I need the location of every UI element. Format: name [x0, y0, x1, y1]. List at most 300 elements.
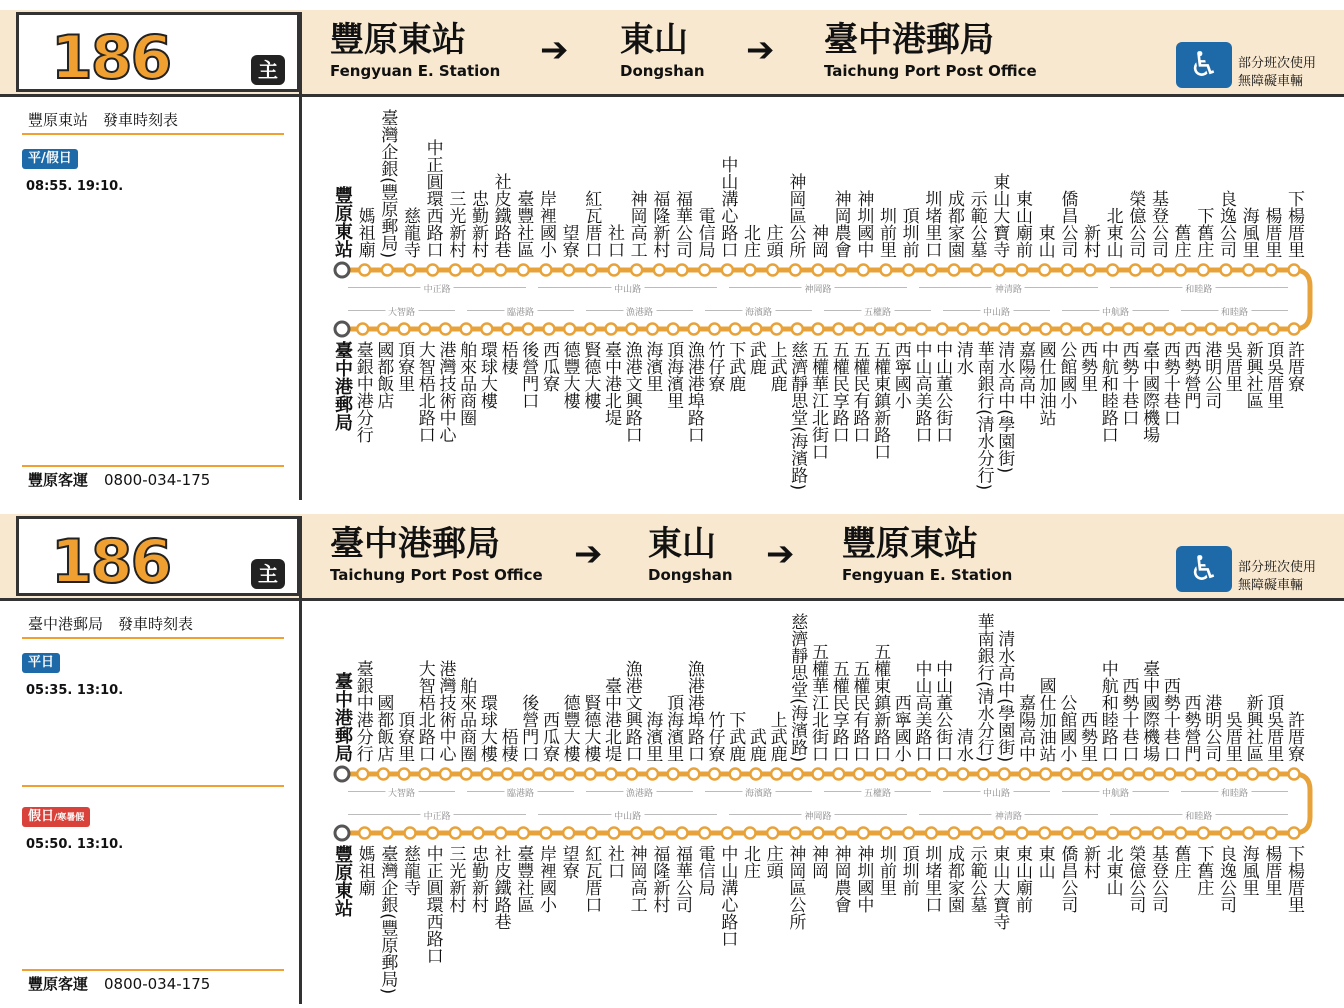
stop-dot [835, 828, 846, 839]
stop-name: 臺中港北堤 [601, 341, 622, 426]
accessibility-note [1176, 40, 1344, 90]
stop-name: 電信局 [694, 845, 715, 896]
stop-name: 東山廟前 [1012, 190, 1032, 258]
stop-dot [1107, 828, 1118, 839]
stop-dot [833, 769, 844, 780]
stop-dot [1289, 265, 1300, 276]
stop-name: 新村 [1080, 224, 1100, 258]
stop-dot [440, 324, 451, 335]
stop-dot [405, 265, 416, 276]
stop-name: 神圳國中 [853, 190, 874, 258]
stop-name: 望寮 [558, 224, 579, 258]
stop-dot [609, 828, 620, 839]
via-name: 東山 [648, 524, 716, 564]
stop-name: 西勢十巷口 [1159, 341, 1180, 426]
stop-name: 北庄 [740, 845, 760, 879]
stop-name: 神岡高工 [626, 190, 647, 258]
route-title [330, 524, 1190, 594]
stop-name: 臺豐社區 [513, 845, 534, 913]
stop-name: 圳堵里口 [921, 845, 942, 913]
road-label: 神清路 [992, 282, 1025, 295]
route-path [342, 774, 1310, 833]
stop-dot [1198, 265, 1209, 276]
destination-stop [842, 524, 1012, 584]
road-label: 中正路 [421, 282, 454, 295]
departure-times-holiday: 05:50. 13:10. [26, 837, 124, 852]
stop-dot [994, 828, 1005, 839]
stop-name: 西寧國小 [890, 694, 911, 762]
stop-dot [677, 265, 688, 276]
stop-dot [771, 769, 782, 780]
stop-name: 良逸公司 [1216, 845, 1236, 913]
stop-name: 舶來品商圈 [456, 341, 477, 426]
road-label: 神岡路 [801, 282, 834, 295]
stop-dot [688, 769, 699, 780]
stop-name: 新興社區 [1242, 341, 1263, 409]
origin-stop [330, 20, 500, 80]
access-text: 無障礙車輛 [1238, 74, 1304, 89]
stop-dot [357, 324, 368, 335]
wheelchair-icon: ♿ [1176, 546, 1232, 592]
stop-dot [916, 324, 927, 335]
stop-dot [916, 769, 927, 780]
stop-name: 中航和睦路口 [1097, 660, 1118, 762]
stop-name: 許厝寮 [1284, 341, 1304, 392]
stop-name: 下舊庄 [1193, 207, 1214, 258]
stop-name: 神岡區公所 [785, 845, 806, 930]
stop-dot [813, 769, 824, 780]
stop-name: 東山大寶寺 [989, 845, 1010, 930]
stop-name: 社口 [604, 845, 624, 879]
stop-name: 清水 [952, 341, 973, 375]
stop-dot [1085, 828, 1096, 839]
stop-name: 中山高美路口 [911, 660, 932, 762]
origin-stop [330, 524, 543, 584]
via-stop [648, 524, 733, 584]
stop-dot [881, 265, 892, 276]
stop-dot [1289, 324, 1300, 335]
stop-name: 後營門口 [518, 694, 539, 762]
destination-name-en: Fengyuan E. Station [842, 566, 1013, 584]
stop-dot [750, 769, 761, 780]
road-label: 五權路 [861, 305, 894, 318]
road-label: 海濱路 [742, 305, 775, 318]
stop-dot [654, 828, 665, 839]
main-route-badge: 主 [251, 55, 285, 85]
stop-dot [564, 769, 575, 780]
stop-dot [609, 265, 620, 276]
stop-dot [745, 265, 756, 276]
stop-name: 豐原東站 [332, 845, 353, 917]
stop-name: 德豐大樓 [559, 694, 580, 762]
stop-dot [564, 324, 575, 335]
stop-name: 舊庄 [1170, 224, 1191, 258]
stop-dot [881, 828, 892, 839]
stop-dot [937, 769, 948, 780]
stop-name: 良逸公司 [1216, 190, 1236, 258]
stop-name: 中山高美路口 [911, 341, 932, 443]
stop-name: 嘉陽高中 [1014, 694, 1035, 762]
stop-name: 示範公墓 [966, 190, 987, 258]
stop-dot [1206, 769, 1217, 780]
stop-name: 五權民享路口 [828, 660, 849, 762]
stop-dot [895, 324, 906, 335]
operator-info: 豐原客運 0800-034-175 [28, 471, 211, 489]
stop-dot [523, 769, 534, 780]
panel-outbound [0, 10, 1344, 500]
road-label: 五權路 [861, 786, 894, 799]
stop-dot [1243, 828, 1254, 839]
stop-dot [1243, 265, 1254, 276]
stop-name: 臺中港郵局 [332, 672, 353, 762]
stop-dot [1019, 769, 1030, 780]
stop-dot [971, 828, 982, 839]
stop-dot [586, 828, 597, 839]
stop-name: 神圳國中 [853, 845, 874, 913]
stop-dot [730, 324, 741, 335]
road-label: 中航路 [1099, 786, 1132, 799]
road-label: 中山路 [980, 786, 1013, 799]
origin-name-en: Fengyuan E. Station [330, 62, 501, 80]
stop-dot [359, 265, 370, 276]
stop-name: 神岡高工 [626, 845, 647, 913]
route-header [16, 12, 300, 92]
stop-dot [335, 826, 349, 840]
route-map [302, 601, 1344, 1004]
stop-dot [971, 265, 982, 276]
stop-dot [937, 324, 948, 335]
road-label: 漁港路 [623, 305, 656, 318]
stop-name: 大智梧北路口 [414, 660, 435, 762]
stop-dot [699, 828, 710, 839]
stop-dot [1268, 324, 1279, 335]
via-name: 東山 [620, 20, 688, 60]
stop-dot [626, 324, 637, 335]
stop-dot [1123, 769, 1134, 780]
panel-inbound [0, 514, 1344, 1004]
schedule-badge-holiday: 假日/寒暑假 [22, 807, 90, 827]
stop-name: 福華公司 [672, 190, 692, 258]
stop-name: 中山董公街口 [932, 660, 953, 762]
road-label: 大智路 [385, 786, 418, 799]
stop-dot [677, 828, 688, 839]
stop-name: 北東山 [1102, 207, 1123, 258]
stop-dot [382, 265, 393, 276]
stop-dot [473, 828, 484, 839]
access-text: 部分班次使用 [1238, 56, 1317, 71]
origin-name-en: Taichung Port Post Office [330, 566, 543, 584]
stop-name: 下武鹿 [725, 711, 746, 762]
stop-dot [858, 828, 869, 839]
stop-dot [1185, 769, 1196, 780]
stop-dot [473, 265, 484, 276]
stop-name: 漁港文興路口 [621, 341, 642, 443]
road-label: 神清路 [992, 809, 1025, 822]
stop-name: 庄頭 [762, 845, 783, 879]
stop-name: 西勢十巷口 [1118, 677, 1139, 762]
stop-name: 漁港港埠路口 [683, 660, 704, 762]
stop-dot [1107, 265, 1118, 276]
stop-dot [1039, 828, 1050, 839]
stop-name: 西寧國小 [890, 341, 911, 409]
stop-dot [1017, 265, 1028, 276]
stop-name: 舶來品商圈 [456, 677, 477, 762]
stop-dot [767, 828, 778, 839]
stop-name: 忠勤新村 [468, 190, 488, 258]
stop-name: 五權民有路口 [849, 660, 870, 762]
stop-name: 成都家園 [944, 845, 964, 913]
stop-dot [1289, 828, 1300, 839]
stop-dot [1082, 324, 1093, 335]
road-label: 中山路 [611, 809, 644, 822]
stop-name: 環球大樓 [476, 694, 497, 762]
road-label: 中航路 [1099, 305, 1132, 318]
destination-name: 豐原東站 [842, 524, 978, 564]
stop-name: 榮億公司 [1125, 845, 1146, 913]
access-text: 部分班次使用 [1238, 560, 1317, 575]
stop-dot [1062, 265, 1073, 276]
stop-dot [378, 324, 389, 335]
road-label: 神岡路 [801, 809, 834, 822]
stop-name: 清水高中(學園街) [994, 341, 1015, 474]
road-label: 和睦路 [1182, 282, 1215, 295]
destination-stop [824, 20, 1037, 80]
stop-name: 國都飯店 [373, 341, 394, 409]
stop-name: 漁港文興路口 [621, 660, 642, 762]
stop-name: 慈濟靜思堂(海濱路) [787, 341, 808, 491]
stop-dot [722, 265, 733, 276]
stop-dot [1019, 324, 1030, 335]
road-label: 中正路 [421, 809, 454, 822]
stop-dot [994, 265, 1005, 276]
stop-name: 西瓜寮 [538, 711, 559, 762]
stop-name: 臺灣企銀(豐原郵局) [377, 108, 398, 258]
stop-name: 下楊厝里 [1284, 845, 1304, 913]
road-label: 臨港路 [504, 305, 537, 318]
divider [22, 133, 284, 135]
stop-name: 海濱里 [642, 341, 663, 392]
stop-name: 公館國小 [1056, 341, 1077, 409]
stop-dot [335, 263, 349, 277]
stop-dot [1040, 324, 1051, 335]
stop-name: 頂吳厝里 [1263, 694, 1284, 762]
stop-dot [1061, 769, 1072, 780]
stop-dot [1039, 265, 1050, 276]
wheelchair-icon: ♿ [1176, 42, 1232, 88]
stop-dot [1102, 769, 1113, 780]
route-map [302, 97, 1344, 500]
destination-name: 臺中港郵局 [824, 20, 994, 60]
stop-name: 頂海濱里 [663, 341, 684, 409]
stop-name: 紅瓦厝口 [581, 845, 602, 913]
stop-name: 國都飯店 [373, 694, 394, 762]
route-path [342, 270, 1310, 329]
arrow-icon: ➔ [746, 30, 775, 70]
stop-name: 武鹿 [745, 341, 766, 375]
stop-dot [903, 828, 914, 839]
stop-name: 梧棲 [497, 341, 518, 375]
stop-name: 環球大樓 [476, 341, 497, 409]
stop-dot [1289, 769, 1300, 780]
stop-name: 基登公司 [1148, 845, 1168, 913]
stop-name: 示範公墓 [966, 845, 987, 913]
via-stop [620, 20, 705, 80]
stop-dot [895, 769, 906, 780]
stop-dot [335, 767, 349, 781]
stop-dot [1175, 828, 1186, 839]
stop-name: 五權東鎮新路口 [870, 341, 891, 460]
stop-name: 海風里 [1238, 207, 1259, 258]
stop-dot [1266, 828, 1277, 839]
stop-name: 豐原東站 [332, 186, 353, 258]
stop-name: 國仕加油站 [1035, 341, 1056, 426]
stop-name: 媽祖廟 [354, 845, 375, 896]
route-header [16, 516, 300, 596]
stop-dot [654, 265, 665, 276]
stop-name: 西勢營門 [1180, 694, 1201, 762]
stop-dot [813, 265, 824, 276]
stop-name: 北東山 [1102, 845, 1123, 896]
stop-name: 賢德大樓 [580, 694, 601, 762]
stop-dot [541, 828, 552, 839]
stop-name: 五權民有路口 [849, 341, 870, 443]
access-text: 無障礙車輛 [1238, 578, 1304, 593]
stop-name: 頂寮里 [394, 341, 415, 392]
stop-name: 岸裡國小 [536, 845, 556, 913]
road-label: 大智路 [385, 305, 418, 318]
stop-dot [1247, 324, 1258, 335]
stop-dot [1198, 828, 1209, 839]
stop-name: 紅瓦厝口 [581, 190, 602, 258]
operator-info: 豐原客運 0800-034-175 [28, 975, 211, 993]
stop-dot [647, 324, 658, 335]
stop-dot [405, 828, 416, 839]
stop-dot [1185, 324, 1196, 335]
stop-dot [854, 324, 865, 335]
stop-dot [606, 769, 617, 780]
stop-name: 海風里 [1238, 845, 1259, 896]
stop-name: 楊厝里 [1261, 845, 1282, 896]
stop-name: 福隆新村 [649, 845, 670, 913]
stop-name: 北庄 [740, 224, 760, 258]
timetable-title: 臺中港郵局 發車時刻表 [28, 615, 194, 633]
stop-name: 東山 [1034, 224, 1055, 258]
stop-dot [792, 769, 803, 780]
stop-name: 楊厝里 [1261, 207, 1282, 258]
stop-name: 臺豐社區 [513, 190, 534, 258]
stop-name: 社皮鐵路巷 [490, 173, 511, 258]
departure-times: 08:55. 19:10. [26, 179, 124, 194]
road-label: 中山路 [611, 282, 644, 295]
stop-name: 基登公司 [1148, 190, 1168, 258]
stop-name: 許厝寮 [1284, 711, 1304, 762]
stop-name: 港明公司 [1201, 694, 1222, 762]
stop-name: 臺中港北堤 [601, 677, 622, 762]
stop-name: 神岡區公所 [785, 173, 806, 258]
stop-dot [771, 324, 782, 335]
stop-dot [1268, 769, 1279, 780]
stop-dot [722, 828, 733, 839]
stop-dot [926, 265, 937, 276]
stop-dot [835, 265, 846, 276]
stop-name: 西勢營門 [1180, 341, 1201, 409]
stop-name: 國仕加油站 [1035, 677, 1056, 762]
stop-name: 媽祖廟 [354, 207, 375, 258]
timetable [0, 97, 299, 500]
stop-name: 圳前里 [876, 845, 896, 896]
stop-dot [1221, 828, 1232, 839]
stop-name: 五權東鎮新路口 [870, 643, 891, 762]
stop-name: 頂圳前 [898, 845, 919, 896]
stop-dot [586, 265, 597, 276]
stop-name: 港灣技術中心 [435, 660, 456, 762]
stop-name: 新興社區 [1242, 694, 1263, 762]
stop-dot [399, 769, 410, 780]
stop-name: 望寮 [558, 845, 579, 879]
stop-dot [1085, 265, 1096, 276]
stop-dot [699, 265, 710, 276]
stop-dot [359, 828, 370, 839]
via-name-en: Dongshan [620, 62, 705, 80]
stop-name: 五權華江北街口 [808, 643, 828, 762]
stop-name: 圳前里 [876, 207, 896, 258]
stop-name: 西勢里 [1077, 711, 1098, 762]
stop-name: 臺銀中港分行 [352, 660, 373, 762]
stop-dot [978, 769, 989, 780]
divider [22, 785, 284, 787]
stop-dot [792, 324, 803, 335]
stop-dot [606, 324, 617, 335]
stop-name: 港灣技術中心 [435, 341, 456, 443]
stop-name: 慈龍寺 [400, 845, 420, 896]
timetable [0, 601, 299, 1004]
stop-dot [854, 769, 865, 780]
stop-name: 福華公司 [672, 845, 692, 913]
stop-name: 中山溝心路口 [717, 845, 738, 947]
schedule-badge: 平/假日 [22, 149, 78, 169]
stop-name: 岸裡國小 [536, 190, 556, 258]
arrow-icon: ➔ [540, 30, 569, 70]
stop-name: 公館國小 [1056, 694, 1077, 762]
divider [22, 637, 284, 639]
stop-dot [858, 265, 869, 276]
stop-name: 竹仔寮 [704, 341, 725, 392]
stop-name: 中山溝心路口 [717, 156, 738, 258]
stop-dot [833, 324, 844, 335]
stop-name: 忠勤新村 [468, 845, 488, 913]
stop-name: 德豐大樓 [559, 341, 580, 409]
stop-name: 清水高中(學園街) [994, 629, 1015, 762]
stop-dot [1130, 265, 1141, 276]
stop-dot [790, 828, 801, 839]
stop-name: 中航和睦路口 [1097, 341, 1118, 443]
stop-name: 清水 [952, 728, 973, 762]
stop-dot [813, 828, 824, 839]
stop-dot [957, 769, 968, 780]
stop-name: 西勢十巷口 [1118, 341, 1139, 426]
stop-dot [335, 322, 349, 336]
stop-dot [481, 769, 492, 780]
stop-name: 臺銀中港分行 [352, 341, 373, 443]
stop-name: 舊庄 [1170, 845, 1191, 879]
stop-name: 電信局 [694, 207, 715, 258]
stop-dot [875, 769, 886, 780]
stop-dot [1130, 828, 1141, 839]
stop-name: 上武鹿 [766, 341, 787, 392]
stop-name: 慈濟靜思堂(海濱路) [787, 612, 808, 762]
stop-name: 下楊厝里 [1284, 190, 1304, 258]
stop-name: 竹仔寮 [704, 711, 725, 762]
